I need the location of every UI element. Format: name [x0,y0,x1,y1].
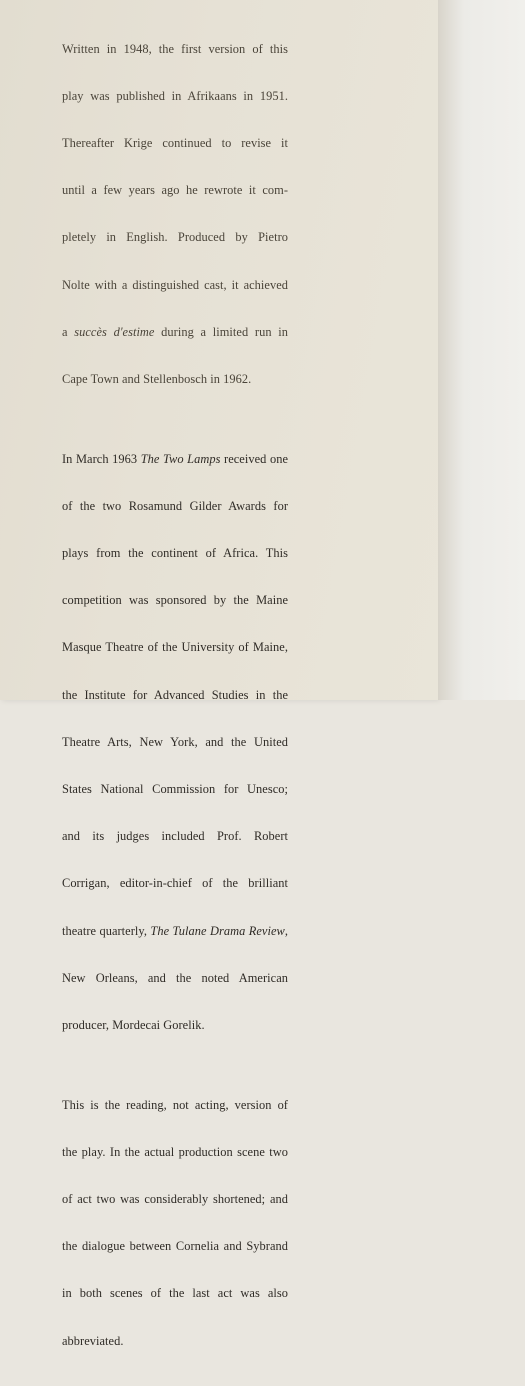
text-line: Corrigan, editor-in-chief of the brilliant [62,876,288,891]
paragraph-1 [62,14,288,415]
text-line: the dialogue between Cornelia and Sybrand [62,1239,288,1254]
text-line: and its judges included Prof. Robert [62,829,288,844]
text-line: producer, Mordecai Gorelik. [62,1017,205,1032]
text-line: the play. In the actual production scene two [62,1144,288,1159]
facing-page-edge [438,0,525,700]
paragraph-3 [62,1070,288,1377]
text-line: Thereafter Krige continued to revise it [62,135,288,150]
text-line: pletely in English. Produced by Pietro [62,230,288,245]
text-line: competition was sponsored by the Maine [62,593,288,608]
text-line: In March 1963 The Two Lamps received one [62,451,289,466]
text-line: the Institute for Advanced Studies in the [62,687,288,702]
text-line: of act two was considerably shortened; and [62,1192,288,1207]
paragraph-2 [62,424,288,1061]
text-line: abbreviated. [62,1333,124,1348]
text-line: in both scenes of the last act was also [62,1286,288,1301]
text-line: until a few years ago he rewrote it com- [62,183,288,198]
text-line: Cape Town and Stellenbosch in 1962. [62,371,252,386]
text-line: theatre quarterly, The Tulane Drama Review, [62,923,288,938]
text-line: of the two Rosamund Gilder Awards for [62,498,288,513]
text-line: This is the reading, not acting, version of [62,1097,288,1112]
text-line: Theatre Arts, New York, and the United [62,734,288,749]
text-line: a succès d'estime during a limited run in [62,324,289,339]
text-line: play was published in Afrikaans in 1951. [62,88,288,103]
text-line: Written in 1948, the first version of this [62,41,288,56]
text-line: States National Commission for Unesco; [62,782,288,796]
text-line: Masque Theatre of the University of Maine, [62,640,288,655]
text-line: plays from the continent of Africa. This [62,546,288,561]
text-line: New Orleans, and the noted American [62,970,288,985]
text-line: Nolte with a distinguished cast, it achieved [62,277,288,292]
